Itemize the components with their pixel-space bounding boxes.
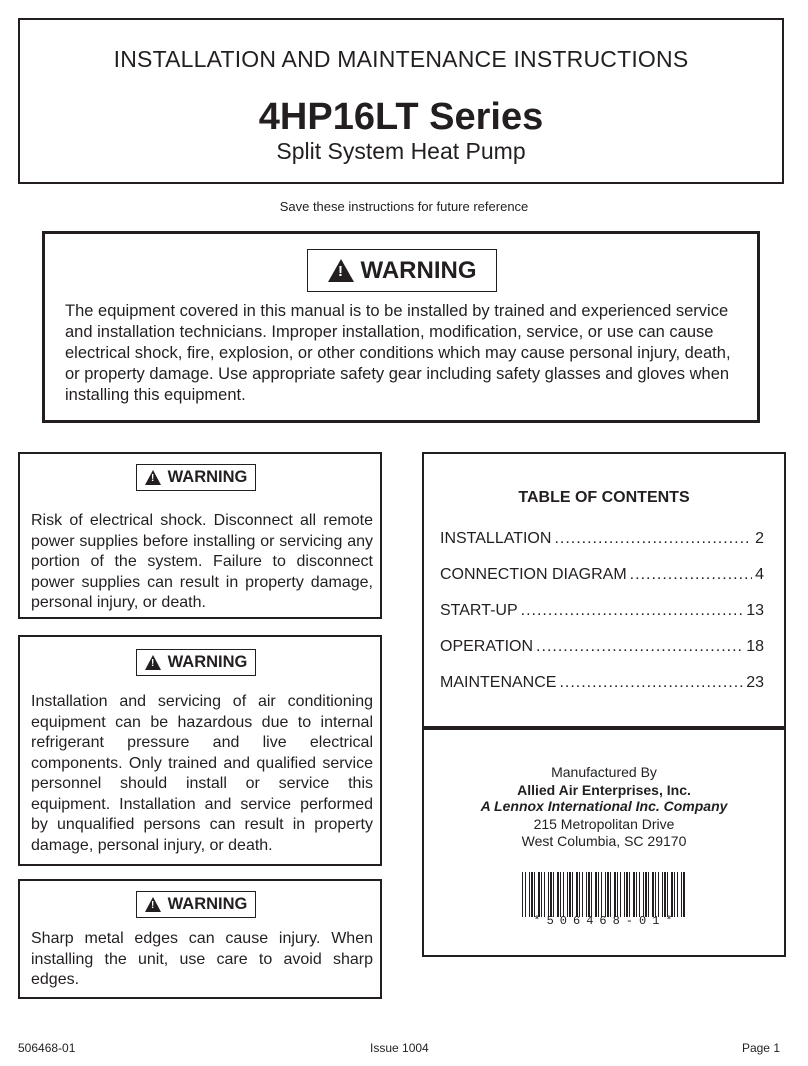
toc-item-connection-diagram[interactable]: [440, 566, 764, 584]
toc-item-page: 18: [746, 638, 764, 655]
save-note: Save these instructions for future reference: [279, 199, 529, 214]
warning-triangle-icon: !: [145, 897, 161, 912]
toc-item-start-up[interactable]: [440, 602, 764, 620]
warning-label: WARNING: [167, 468, 248, 486]
main-warning-text: The equipment covered in this manual is to be installed by trained and experienced service and installation technicians. Improper installation, modification, service, or use can cause electrical shock, fire, explosion, or other conditions which may cause personal injury, death, or property damage. Use appropriate safety gear including safety glasses and gloves when installing this equipment.: [65, 302, 731, 404]
warning-triangle-icon: !: [145, 655, 161, 670]
toc-item-label: OPERATION: [440, 638, 534, 655]
refrigerant-pressure-warning-box: [18, 635, 382, 866]
barcode-image: [522, 872, 688, 917]
electrical-shock-warning-box: [18, 452, 382, 619]
street-address: 215 Metropolitan Drive: [533, 816, 675, 832]
warning-label: WARNING: [167, 653, 248, 671]
warning-label: WARNING: [360, 256, 477, 284]
warning-triangle-icon: !: [328, 259, 354, 282]
toc-item-page: 4: [755, 566, 764, 583]
toc-item-page: 13: [746, 602, 764, 619]
warning-label: WARNING: [167, 895, 248, 913]
footer-doc-number: 506468-01: [18, 1041, 76, 1055]
toc-item-page: 2: [755, 530, 764, 547]
warning-triangle-icon: !: [145, 470, 161, 485]
toc-item-maintenance[interactable]: [440, 674, 764, 692]
toc-leader-dots: [536, 638, 743, 656]
toc-item-label: INSTALLATION: [440, 530, 552, 547]
warning-label-box: [136, 891, 256, 918]
barcode-text: *506468-01*: [533, 914, 679, 928]
warning-text: Installation and servicing of air conditioning equipment can be hazardous due to internal refrigerant pressure and live electrical components. Only trained and qualified service personnel should install or service this equipment. Installation and service performed by unqualified persons can result in property damage, personal injury, or death.: [31, 693, 373, 854]
toc-item-page: 23: [746, 674, 764, 691]
warning-label-box: [136, 464, 256, 491]
toc-leader-dots: [521, 602, 744, 620]
main-warning-box: [42, 231, 760, 423]
manufactured-by-heading: Manufactured By: [551, 764, 657, 780]
manufacturer-box: [422, 728, 786, 957]
toc-item-installation[interactable]: [440, 530, 764, 548]
toc-item-label: START-UP: [440, 602, 518, 619]
document-type: INSTALLATION AND MAINTENANCE INSTRUCTIONS: [113, 46, 689, 72]
toc-title: TABLE OF CONTENTS: [518, 489, 690, 506]
warning-label-box: [136, 649, 256, 676]
toc-item-label: MAINTENANCE: [440, 674, 557, 691]
warning-text: Sharp metal edges can cause injury. When installing the unit, use care to avoid sharp edges.: [31, 930, 373, 988]
toc-leader-dots: [630, 566, 752, 584]
toc-leader-dots: [559, 674, 743, 692]
series-title: 4HP16LT Series: [258, 96, 544, 138]
warning-text: Risk of electrical shock. Disconnect all remote power supplies before installing or servicing any portion of the system. Failure to disconnect power supplies can result in property damage, personal injury, or death.: [31, 512, 373, 611]
toc-item-operation[interactable]: [440, 638, 764, 656]
toc-item-label: CONNECTION DIAGRAM: [440, 566, 627, 583]
sharp-edges-warning-box: [18, 879, 382, 999]
parent-company: A Lennox International Inc. Company: [480, 798, 728, 814]
toc-leader-dots: [554, 530, 752, 548]
warning-label-box: [307, 249, 497, 292]
company-name: Allied Air Enterprises, Inc.: [517, 782, 691, 798]
product-subtitle: Split System Heat Pump: [276, 138, 526, 164]
city-address: West Columbia, SC 29170: [521, 833, 687, 849]
table-of-contents: [422, 452, 786, 728]
title-box: [18, 18, 784, 184]
footer-issue: Issue 1004: [370, 1041, 429, 1055]
footer-page-number: Page 1: [741, 1041, 780, 1055]
